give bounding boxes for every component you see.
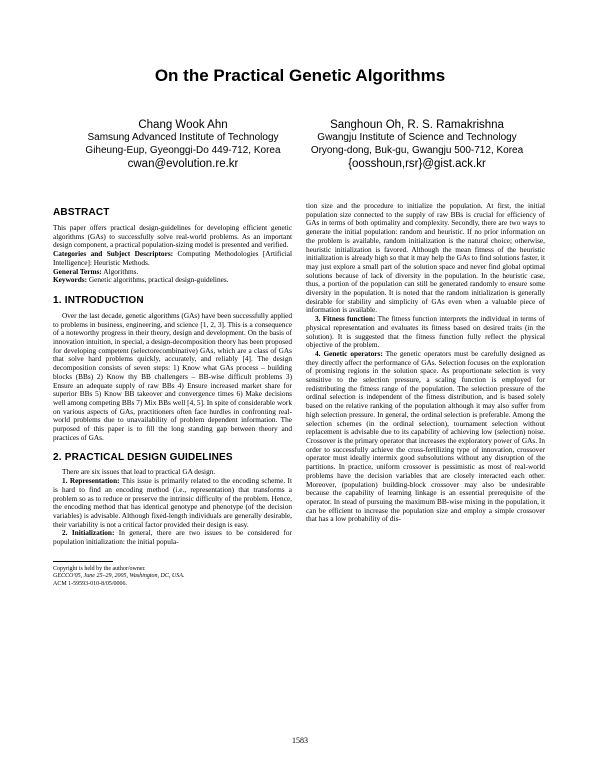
- author-name: Chang Wook Ahn: [138, 119, 228, 131]
- keywords-line: [53, 276, 292, 285]
- author-address: Oryong-dong, Buk-gu, Gwangju 500-712, Korea: [310, 144, 524, 156]
- categories-label: Categories and Subject Descriptors:: [53, 249, 174, 259]
- general-terms-text: Algorithms.: [103, 266, 139, 276]
- introduction-text: Over the last decade, genetic algorithms (GAs) have been successfully applied to problems in business, engineering, and science [1, 2, 3]. This is a consequence of a noteworthy progress in their theory, design and development. On the basis of innovation intuition, in special, a design-decomposition theory has been proposed for developing competent (selectorecombinative) GAs, which are a class of GAs that solve hard problems quickly, accurately, and reliably [4]. The design decomposition consists of seven steps: 1) Know what GAs process – building blocks (BBs) 2) Know thy BB challengers – BB-wise difficult problems 3) Ensure an adequate supply of raw BBs 4) Ensure increased market share for superior BBs 5) Know BB takeover and convergence times 6) Make decisions well among competing BBs 7) Mix BBs well [4, 5]. In spite of considerable work on various aspects of GAs, practitioners often face hurdles in confronting real-world problems due to unavailability of problem dependent information. The purposed of this paper is to fill the long standing gap between theory and practices of GAs.: [53, 310, 292, 442]
- right-column: [306, 202, 545, 524]
- author-name: Sanghoun Oh, R. S. Ramakrishna: [330, 119, 504, 131]
- author-block-1: [63, 119, 303, 172]
- introduction-heading: 1. INTRODUCTION: [53, 294, 144, 306]
- abstract-text: This paper offers practical design-guidelines for developing efficient genetic algorithms (GAs) to successfully solve real-world problems. As an important design component, a practical population-sizing model is presented and verified.: [53, 223, 292, 250]
- representation-text: This issue is primarily related to the encoding scheme. It is hard to find an encoding method (i.e., representation) that transforms a problem so as to reduce or preserve the intrinsic difficulty of the problem. Hence, the encoding method that has identical genotype and phenotype (of the decision variables) is advisable. Although fixed-length individuals are generally desirable, their variability is not a critical factor provided their design is easy.: [53, 476, 292, 529]
- left-column: [53, 207, 292, 588]
- author-affiliation: Samsung Advanced Institute of Technology: [87, 132, 279, 143]
- footnote-copyright: Copyright is held by the author/owner.: [53, 565, 146, 572]
- initialization-label: 2. Initialization:: [62, 528, 115, 538]
- initialization-paragraph: [53, 529, 292, 546]
- operators-text: The genetic operators must be carefully designed as they directly affect the performance of GAs. Selection focuses on the exploration of promising regions in the solution space. As proportionate selection is very sensitive to the selection pressure, a scaling function is employed for redistributing the fitness range of the population. The selection pressure of the ordinal selection is independent of the fitness distribution, and is based solely based on the relative ranking of the population although it may also suffer from high selection pressure. In general, the ordinal selection is preferable. Among the selection schemes (in the ordinal selection), tournament selection without replacement is advisable due to its capability of achieving low (selection) noise. Crossover is the primary operator that increases the exploratory power of GAs. In order to successfully achieve the cross-fertilizing type of innovation, crossover operator must ideally intermix good subsolutions without any disruption of the partitions. In practice, uniform crossover is pessimistic as most of real-world problems have the decision variables that are closely interacted each other. Moreover, (population) building-block crossover may also be undesirable because the capability of learning linkage is an essential prerequisite of the operator. In stead of pursuing the maximum BB-wise mixing in the population, it can be efficient to increase the population size and employ a simple crossover that has a low probability of dis-: [306, 348, 545, 524]
- author-block-2: [297, 119, 537, 172]
- page-number: 1583: [292, 736, 308, 745]
- section2-heading: 2. PRACTICAL DESIGN GUIDELINES: [53, 452, 233, 464]
- footnote-acm: ACM 1-59593-010-8/05/0006.: [53, 580, 127, 587]
- copyright-footnote: [53, 566, 292, 589]
- footnote-conference: GECCO'05, June 25–29, 2005, Washington, DC, USA.: [53, 573, 185, 580]
- section2-intro: There are six issues that lead to practical GA design.: [62, 467, 216, 477]
- abstract-heading: ABSTRACT: [53, 207, 110, 218]
- keywords-label: Keywords:: [53, 275, 88, 285]
- fitness-text: The fitness function interprets the individual in terms of physical representation and evaluates its fitness based on desired traits (in the solution). It is suggested that the fitness function fully reflect the physical objective of the problem.: [306, 314, 545, 350]
- general-terms-label: General Terms:: [53, 266, 102, 276]
- paper-title: On the Practical Genetic Algorithms: [154, 66, 446, 85]
- categories-text: Computing Methodologies [Artificial Intelligence]: Heuristic Methods.: [53, 249, 292, 267]
- initialization-continued: tion size and the procedure to initialize the population. At first, the initial population size connected to the supply of raw BBs is crucial for efficiency of GAs in terms of both optimality and complexity. Secondly, there are two ways to generate the initial population: random and heuristic. If no prior information on the problem is available, random initialization is the natural choice; otherwise, heuristic initialization is favored. Although the mean fitness of the heuristic initialization is already high so that it may help the GAs to find solutions faster, it may just explore a small part of the solution space and never find global optimal solutions because of lack of diversity in the population. In the heuristic case, thus, a portion of the population can still be generated randomly to ensure some diversity in the population. It is noted that the random initialization is generally desirable for stability and simplicity of GAs even when a valuable piece of information is available.: [306, 201, 545, 315]
- author-email: cwan@evolution.re.kr: [127, 158, 239, 170]
- fitness-paragraph: [306, 315, 545, 350]
- representation-paragraph: [53, 477, 292, 529]
- author-affiliation: Gwangju Institute of Science and Technology: [317, 132, 517, 143]
- initialization-text: In general, there are two issues to be considered for population initialization: the initial popula-: [53, 528, 292, 547]
- operators-label: 4. Genetic operators:: [315, 348, 383, 358]
- representation-label: 1. Representation:: [62, 476, 120, 486]
- categories-line: [53, 250, 292, 267]
- keywords-text: Genetic algorithms, practical design-guidelines.: [88, 275, 229, 285]
- fitness-label: 3. Fitness function:: [315, 314, 376, 324]
- footnote-rule: [53, 561, 113, 562]
- author-address: Giheung-Eup, Gyeonggi-Do 449-712, Korea: [85, 144, 281, 156]
- operators-paragraph: [306, 350, 545, 524]
- author-email: {oosshoun,rsr}@gist.ack.kr: [348, 158, 486, 170]
